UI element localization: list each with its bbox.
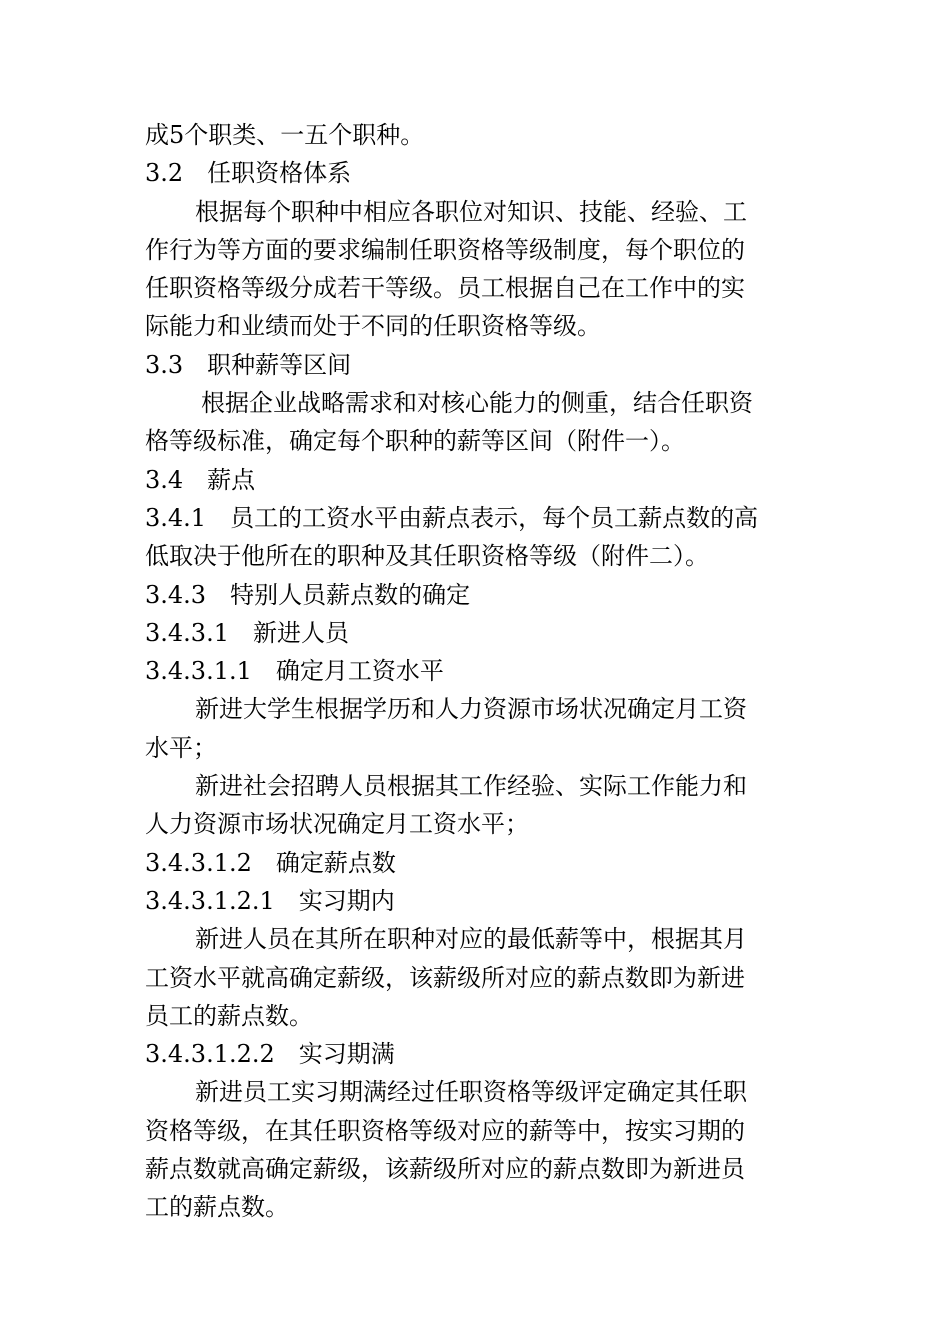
paragraph-line: 工的薪点数。 (145, 1193, 289, 1222)
document-body (145, 116, 815, 1227)
section-heading-3-4-1: 3.4.1 员工的工资水平由薪点表示，每个员工薪点数的高 (145, 503, 759, 532)
section-heading-3-2: 3.2 任职资格体系 (145, 159, 352, 188)
paragraph-line: 根据每个职种中相应各职位对知识、技能、经验、工 (195, 197, 747, 226)
paragraph-line: 新进人员在其所在职种对应的最低薪等中，根据其月 (195, 925, 747, 954)
paragraph-line: 人力资源市场状况确定月工资水平； (145, 810, 529, 839)
section-heading-3-4-3-1-2-2: 3.4.3.1.2.2 实习期满 (145, 1040, 395, 1069)
paragraph-line: 薪点数就高确定薪级，该薪级所对应的薪点数即为新进员 (145, 1155, 745, 1184)
section-heading-3-3: 3.3 职种薪等区间 (145, 350, 352, 379)
paragraph-line: 任职资格等级分成若干等级。员工根据自己在工作中的实 (145, 274, 745, 303)
paragraph-line: 际能力和业绩而处于不同的任职资格等级。 (145, 312, 601, 341)
section-heading-3-4: 3.4 薪点 (145, 465, 256, 494)
paragraph-line: 员工的薪点数。 (145, 1001, 313, 1030)
section-heading-3-4-3-1-1: 3.4.3.1.1 确定月工资水平 (145, 657, 444, 686)
paragraph-line: 新进社会招聘人员根据其工作经验、实际工作能力和 (195, 772, 747, 801)
section-heading-3-4-3-1: 3.4.3.1 新进人员 (145, 618, 349, 647)
paragraph-line: 新进员工实习期满经过任职资格等级评定确定其任职 (195, 1078, 747, 1107)
paragraph-line: 格等级标准，确定每个职种的薪等区间（附件一）。 (145, 427, 685, 456)
paragraph-line: 工资水平就高确定薪级，该薪级所对应的薪点数即为新进 (145, 963, 745, 992)
paragraph-line: 水平； (145, 733, 217, 762)
paragraph-line: 低取决于他所在的职种及其任职资格等级（附件二）。 (145, 542, 709, 571)
paragraph-line: 作行为等方面的要求编制任职资格等级制度，每个职位的 (145, 235, 745, 264)
paragraph-line: 根据企业战略需求和对核心能力的侧重，结合任职资 (201, 389, 753, 418)
paragraph-line: 新进大学生根据学历和人力资源市场状况确定月工资 (195, 695, 747, 724)
section-heading-3-4-3-1-2: 3.4.3.1.2 确定薪点数 (145, 848, 396, 877)
section-heading-3-4-3-1-2-1: 3.4.3.1.2.1 实习期内 (145, 886, 395, 915)
body-line: 成5个职类、一五个职种。 (145, 121, 425, 149)
paragraph-line: 资格等级，在其任职资格等级对应的薪等中，按实习期的 (145, 1116, 745, 1145)
section-heading-3-4-3: 3.4.3 特别人员薪点数的确定 (145, 580, 471, 609)
